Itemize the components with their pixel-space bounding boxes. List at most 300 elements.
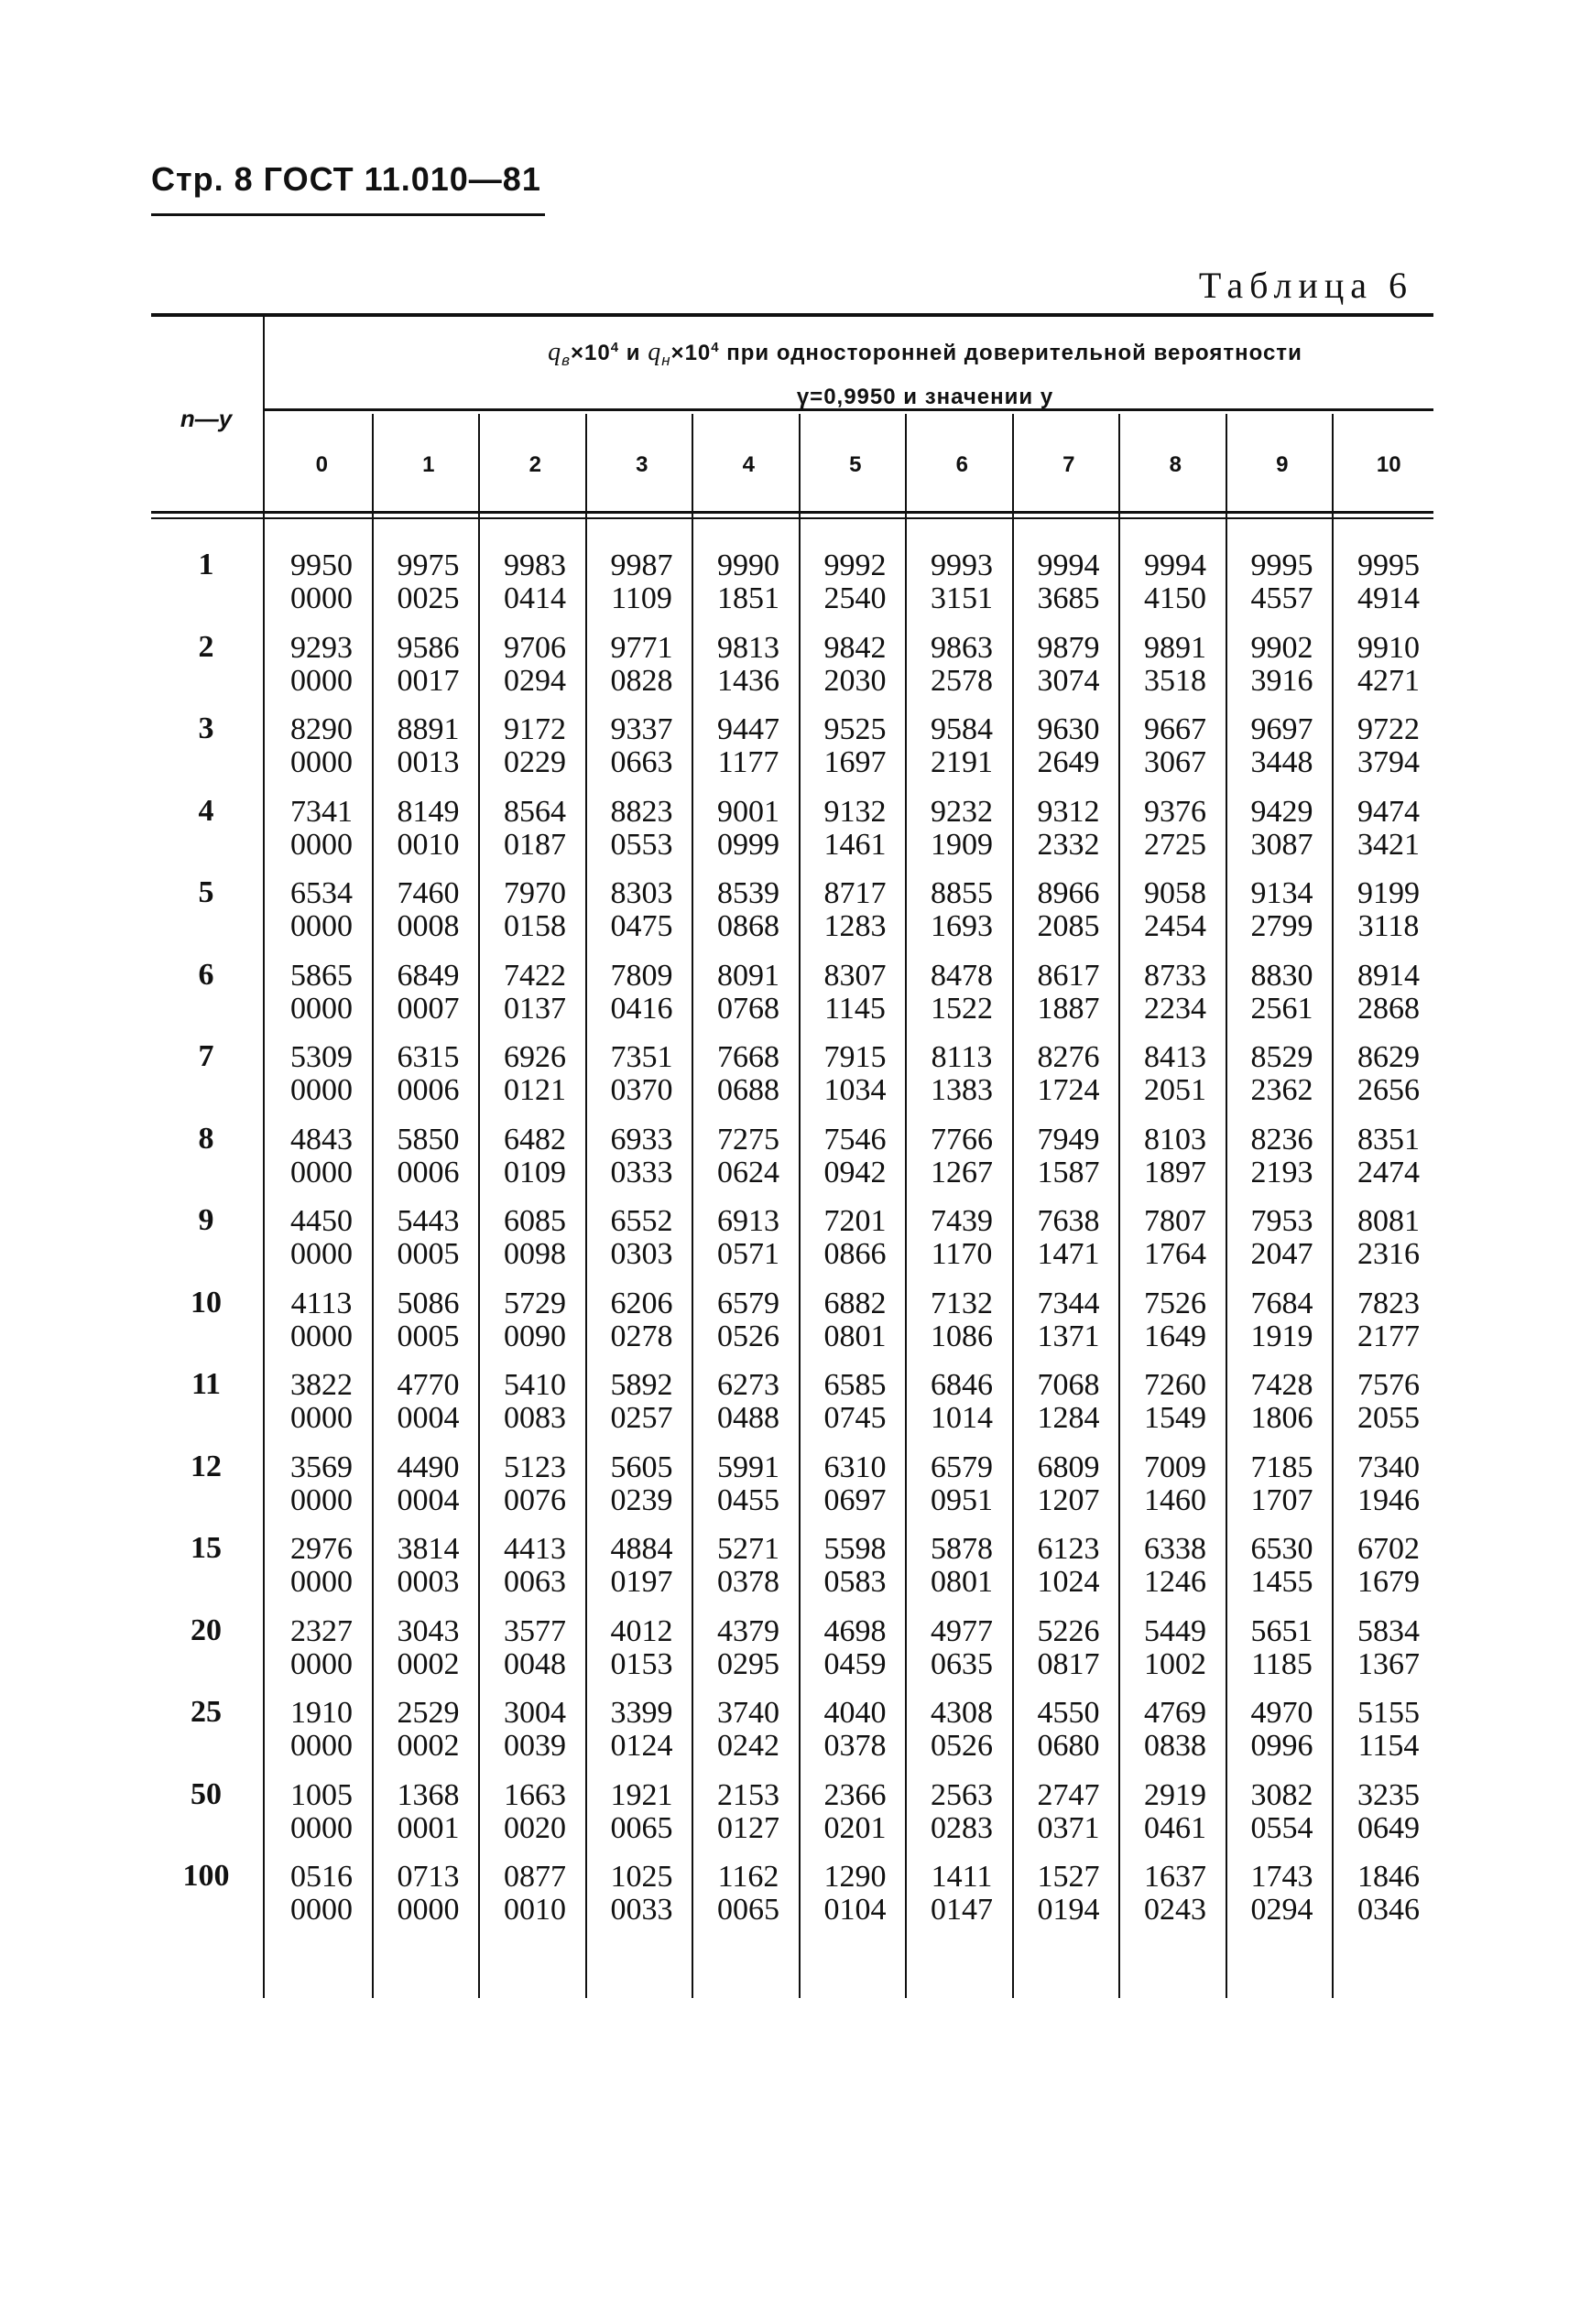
- table-cell: [802, 1861, 909, 1927]
- row-label: 100: [182, 1859, 230, 1893]
- column-header-4: 4: [742, 452, 755, 477]
- upper-value: 9842: [823, 630, 887, 665]
- upper-value: 7970: [504, 876, 566, 910]
- table-cell: [482, 1779, 588, 1845]
- lower-value: 0121: [504, 1073, 566, 1107]
- lower-value: 0866: [823, 1237, 887, 1271]
- upper-value: 1025: [610, 1860, 673, 1894]
- lower-value: 0008: [397, 909, 460, 943]
- lower-value: 0013: [397, 745, 460, 779]
- lower-value: 0000: [290, 1401, 353, 1435]
- lower-value: 0048: [504, 1646, 566, 1681]
- lower-value: 0098: [504, 1237, 566, 1271]
- table-cell: [1335, 1369, 1442, 1435]
- header-bottom-rule: [151, 511, 1433, 514]
- table-cell: [1229, 877, 1335, 943]
- upper-value: 6482: [504, 1122, 566, 1157]
- lower-value: 0768: [717, 991, 779, 1026]
- upper-value: 7009: [1144, 1450, 1206, 1484]
- table-cell: [589, 549, 695, 615]
- upper-value: 9667: [1144, 712, 1206, 746]
- lower-value: 1887: [1037, 991, 1100, 1026]
- lower-value: 0239: [610, 1482, 673, 1517]
- table-cell: [482, 1369, 588, 1435]
- lower-value: 2055: [1357, 1401, 1420, 1435]
- table-cell: [1335, 1615, 1442, 1681]
- upper-value: 8091: [717, 958, 779, 993]
- table-cell: [268, 1861, 375, 1927]
- lower-value: 2649: [1037, 745, 1100, 779]
- table-cell: [268, 1287, 375, 1353]
- upper-value: 9910: [1357, 630, 1420, 665]
- upper-value: 6809: [1037, 1450, 1100, 1484]
- table-cell: [909, 1615, 1015, 1681]
- lower-value: 0378: [823, 1729, 887, 1763]
- lower-value: 0554: [1250, 1810, 1313, 1845]
- table-cell: [376, 1861, 482, 1927]
- lower-value: 0583: [823, 1565, 887, 1599]
- lower-value: 3067: [1144, 745, 1206, 779]
- upper-value: 6273: [717, 1368, 779, 1402]
- table-cell: [1122, 1615, 1228, 1681]
- lower-value: 0571: [717, 1237, 779, 1271]
- table-cell: [1335, 713, 1442, 779]
- lower-value: 0996: [1250, 1729, 1313, 1763]
- upper-value: 9525: [823, 712, 887, 746]
- upper-value: 1910: [290, 1696, 353, 1730]
- table-cell: [1335, 632, 1442, 698]
- upper-value: 9983: [504, 548, 566, 582]
- table-cell: [695, 1041, 801, 1107]
- upper-value: 5729: [504, 1286, 566, 1320]
- lower-value: 0187: [504, 827, 566, 862]
- upper-value: 5449: [1144, 1613, 1206, 1648]
- upper-value: 5892: [610, 1368, 673, 1402]
- upper-value: 2919: [1144, 1777, 1206, 1812]
- upper-value: 8564: [504, 794, 566, 829]
- lower-value: 1851: [717, 581, 779, 615]
- lower-value: 0006: [397, 1073, 460, 1107]
- lower-value: 0635: [931, 1646, 993, 1681]
- lower-value: 2193: [1250, 1155, 1313, 1189]
- upper-value: 5226: [1037, 1613, 1100, 1648]
- table-cell: [1122, 1287, 1228, 1353]
- upper-value: 5309: [290, 1040, 353, 1074]
- row-label: 12: [191, 1449, 222, 1483]
- lower-value: 0526: [931, 1729, 993, 1763]
- table-cell: [695, 1205, 801, 1271]
- lower-value: 0005: [397, 1237, 460, 1271]
- upper-value: 7132: [931, 1286, 993, 1320]
- upper-value: 6085: [504, 1204, 566, 1238]
- upper-value: 1846: [1357, 1860, 1420, 1894]
- upper-value: 2327: [290, 1613, 353, 1648]
- table-cell: [695, 1287, 801, 1353]
- upper-value: 7275: [717, 1122, 779, 1157]
- column-header-9: 9: [1276, 452, 1289, 477]
- table-cell: [589, 1205, 695, 1271]
- column-header-7: 7: [1062, 452, 1075, 477]
- caption-line-2: γ=0,9950 и значении y: [796, 384, 1054, 409]
- upper-value: 4413: [504, 1532, 566, 1566]
- upper-value: 4698: [823, 1613, 887, 1648]
- lower-value: 1177: [717, 745, 779, 779]
- upper-value: 2563: [931, 1777, 993, 1812]
- lower-value: 0020: [504, 1810, 566, 1845]
- lower-value: 0951: [931, 1482, 993, 1517]
- upper-value: 8539: [717, 876, 779, 910]
- upper-value: 7915: [823, 1040, 887, 1074]
- lower-value: 0828: [610, 663, 673, 698]
- upper-value: 5834: [1357, 1613, 1420, 1648]
- table-cell: [376, 1533, 482, 1599]
- table-cell: [802, 796, 909, 862]
- table-cell: [1016, 1369, 1122, 1435]
- lower-value: 0295: [717, 1646, 779, 1681]
- table-cell: [589, 1533, 695, 1599]
- upper-value: 7526: [1144, 1286, 1206, 1320]
- lower-value: 1522: [931, 991, 993, 1026]
- upper-value: 9172: [504, 712, 566, 746]
- table-cell: [909, 1697, 1015, 1763]
- lower-value: 0294: [1250, 1893, 1313, 1927]
- lower-value: 0000: [290, 1810, 353, 1845]
- table-cell: [482, 1124, 588, 1189]
- lower-value: 0147: [931, 1893, 993, 1927]
- lower-value: 1455: [1250, 1565, 1313, 1599]
- upper-value: 9586: [397, 630, 460, 665]
- table-cell: [268, 713, 375, 779]
- lower-value: 2799: [1250, 909, 1313, 943]
- upper-value: 8478: [931, 958, 993, 993]
- upper-value: 9697: [1250, 712, 1313, 746]
- table-cell: [268, 1205, 375, 1271]
- table-cell: [268, 549, 375, 615]
- upper-value: 4379: [717, 1613, 779, 1648]
- table-cell: [802, 1287, 909, 1353]
- lower-value: 2474: [1357, 1155, 1420, 1189]
- lower-value: 2561: [1250, 991, 1313, 1026]
- lower-value: 2868: [1357, 991, 1420, 1026]
- lower-value: 2656: [1357, 1073, 1420, 1107]
- upper-value: 1743: [1250, 1860, 1313, 1894]
- table-cell: [909, 549, 1015, 615]
- lower-value: 1697: [823, 745, 887, 779]
- lower-value: 0197: [610, 1565, 673, 1599]
- upper-value: 3043: [397, 1613, 460, 1648]
- table-cell: [802, 1533, 909, 1599]
- lower-value: 0003: [397, 1565, 460, 1599]
- lower-value: 2177: [1357, 1319, 1420, 1353]
- table-cell: [695, 632, 801, 698]
- lower-value: 0001: [397, 1810, 460, 1845]
- upper-value: 6849: [397, 958, 460, 993]
- table-cell: [268, 1779, 375, 1845]
- lower-value: 0459: [823, 1646, 887, 1681]
- table-cell: [376, 632, 482, 698]
- lower-value: 0000: [290, 745, 353, 779]
- upper-value: 8236: [1250, 1122, 1313, 1157]
- upper-value: 6123: [1037, 1532, 1100, 1566]
- table-cell: [1229, 1861, 1335, 1927]
- stub-divider: [263, 315, 265, 1998]
- table-cell: [909, 1124, 1015, 1189]
- table-cell: [1335, 1205, 1442, 1271]
- table-cell: [909, 1533, 1015, 1599]
- lower-value: 3118: [1357, 909, 1420, 943]
- lower-value: 0000: [290, 1319, 353, 1353]
- table-cell: [1335, 1779, 1442, 1845]
- lower-value: 1383: [931, 1073, 993, 1107]
- lower-value: 0000: [290, 581, 353, 615]
- upper-value: 8149: [397, 794, 460, 829]
- lower-value: 3685: [1037, 581, 1100, 615]
- table-cell: [376, 960, 482, 1026]
- upper-value: 9950: [290, 548, 353, 582]
- table-cell: [802, 960, 909, 1026]
- lower-value: 0526: [717, 1319, 779, 1353]
- table-cell: [589, 713, 695, 779]
- table-cell: [802, 1451, 909, 1517]
- table-cell: [268, 632, 375, 698]
- upper-value: 9993: [931, 548, 993, 582]
- lower-value: 0801: [823, 1319, 887, 1353]
- upper-value: 9293: [290, 630, 353, 665]
- upper-value: 9994: [1037, 548, 1100, 582]
- table-cell: [1229, 1615, 1335, 1681]
- table-cell: [376, 1369, 482, 1435]
- row-label: 5: [198, 875, 214, 909]
- upper-value: 5155: [1357, 1696, 1420, 1730]
- lower-value: 1460: [1144, 1482, 1206, 1517]
- upper-value: 7546: [823, 1122, 887, 1157]
- upper-value: 6926: [504, 1040, 566, 1074]
- upper-value: 8855: [931, 876, 993, 910]
- upper-value: 5850: [397, 1122, 460, 1157]
- lower-value: 0000: [290, 1482, 353, 1517]
- upper-value: 5651: [1250, 1613, 1313, 1648]
- lower-value: 0461: [1144, 1810, 1206, 1845]
- row-label: 9: [198, 1203, 214, 1237]
- data-table: [151, 313, 1433, 1998]
- table-cell: [1016, 1287, 1122, 1353]
- table-cell: [1016, 1124, 1122, 1189]
- upper-value: 7766: [931, 1122, 993, 1157]
- header-bottom-rule-2: [151, 517, 1433, 519]
- row-label: 3: [198, 711, 214, 745]
- table-cell: [482, 796, 588, 862]
- lower-value: 0414: [504, 581, 566, 615]
- lower-value: 2047: [1250, 1237, 1313, 1271]
- table-cell: [802, 1369, 909, 1435]
- row-label: 6: [198, 957, 214, 992]
- table-cell: [1122, 713, 1228, 779]
- table-cell: [482, 1861, 588, 1927]
- lower-value: 0416: [610, 991, 673, 1026]
- upper-value: 9990: [717, 548, 779, 582]
- upper-value: 9992: [823, 548, 887, 582]
- table-cell: [589, 1124, 695, 1189]
- lower-value: 3087: [1250, 827, 1313, 862]
- table-cell: [482, 1041, 588, 1107]
- page-header: Стр. 8 ГОСТ 11.010—81: [151, 160, 541, 198]
- table-cell: [589, 1369, 695, 1435]
- table-cell: [1016, 632, 1122, 698]
- upper-value: 4308: [931, 1696, 993, 1730]
- upper-value: 9474: [1357, 794, 1420, 829]
- table-cell: [1122, 1041, 1228, 1107]
- upper-value: 5271: [717, 1532, 779, 1566]
- table-cell: [695, 713, 801, 779]
- table-cell: [695, 549, 801, 615]
- upper-value: 6933: [610, 1122, 673, 1157]
- table-cell: [589, 960, 695, 1026]
- table-cell: [1016, 960, 1122, 1026]
- row-label: 15: [191, 1531, 222, 1565]
- lower-value: 1086: [931, 1319, 993, 1353]
- lower-value: 1764: [1144, 1237, 1206, 1271]
- upper-value: 7460: [397, 876, 460, 910]
- table-cell: [1335, 1041, 1442, 1107]
- lower-value: 2454: [1144, 909, 1206, 943]
- upper-value: 9232: [931, 794, 993, 829]
- lower-value: 1284: [1037, 1401, 1100, 1435]
- lower-value: 2316: [1357, 1237, 1420, 1271]
- lower-value: 1919: [1250, 1319, 1313, 1353]
- upper-value: 6846: [931, 1368, 993, 1402]
- upper-value: 4843: [290, 1122, 353, 1157]
- upper-value: 9995: [1250, 548, 1313, 582]
- lower-value: 1471: [1037, 1237, 1100, 1271]
- lower-value: 3448: [1250, 745, 1313, 779]
- upper-value: 8823: [610, 794, 673, 829]
- table-top-rule: [151, 313, 1433, 317]
- lower-value: 1946: [1357, 1482, 1420, 1517]
- table-cell: [802, 1041, 909, 1107]
- table-cell: [268, 1369, 375, 1435]
- table-cell: [482, 1205, 588, 1271]
- table-cell: [268, 1124, 375, 1189]
- table-cell: [376, 1124, 482, 1189]
- row-label: 4: [198, 793, 214, 828]
- upper-value: 9975: [397, 548, 460, 582]
- lower-value: 1145: [824, 991, 886, 1026]
- upper-value: 2747: [1037, 1777, 1100, 1812]
- lower-value: 0942: [823, 1155, 887, 1189]
- upper-value: 9058: [1144, 876, 1206, 910]
- table-cell: [1016, 1533, 1122, 1599]
- lower-value: 0194: [1037, 1893, 1100, 1927]
- lower-value: 1371: [1037, 1319, 1100, 1353]
- upper-value: 8103: [1144, 1122, 1206, 1157]
- upper-value: 9134: [1250, 876, 1313, 910]
- lower-value: 0378: [717, 1565, 779, 1599]
- row-label: 10: [191, 1285, 222, 1319]
- upper-value: 7351: [610, 1040, 673, 1074]
- upper-value: 6552: [610, 1204, 673, 1238]
- lower-value: 1283: [823, 909, 887, 943]
- table-cell: [482, 1287, 588, 1353]
- table-cell: [482, 549, 588, 615]
- lower-value: 0000: [290, 1893, 353, 1927]
- table-cell: [482, 1533, 588, 1599]
- upper-value: 5991: [717, 1450, 779, 1484]
- table-cell: [482, 632, 588, 698]
- upper-value: 3740: [717, 1696, 779, 1730]
- table-cell: [1016, 1779, 1122, 1845]
- table-cell: [376, 1697, 482, 1763]
- upper-value: 5865: [290, 958, 353, 993]
- table-cell: [482, 877, 588, 943]
- row-label: 11: [191, 1367, 222, 1401]
- table-cell: [1335, 1451, 1442, 1517]
- table-cell: [1335, 1697, 1442, 1763]
- lower-value: 1649: [1144, 1319, 1206, 1353]
- upper-value: 7638: [1037, 1204, 1100, 1238]
- table-cell: [1122, 1451, 1228, 1517]
- row-label: 2: [198, 629, 214, 664]
- upper-value: 7807: [1144, 1204, 1206, 1238]
- table-cell: [1016, 796, 1122, 862]
- lower-value: 1207: [1037, 1482, 1100, 1517]
- table-cell: [1016, 1451, 1122, 1517]
- table-cell: [482, 713, 588, 779]
- upper-value: 8307: [823, 958, 887, 993]
- lower-value: 0553: [610, 827, 673, 862]
- table-cell: [909, 877, 1015, 943]
- table-cell: [589, 1041, 695, 1107]
- lower-value: 0801: [931, 1565, 993, 1599]
- upper-value: 4490: [397, 1450, 460, 1484]
- lower-value: 0346: [1357, 1893, 1420, 1927]
- upper-value: 9995: [1357, 548, 1420, 582]
- lower-value: 0303: [610, 1237, 673, 1271]
- table-cell: [1335, 877, 1442, 943]
- lower-value: 2332: [1037, 827, 1100, 862]
- table-cell: [695, 1861, 801, 1927]
- upper-value: 9001: [717, 794, 779, 829]
- upper-value: 7422: [504, 958, 566, 993]
- upper-value: 7576: [1357, 1368, 1420, 1402]
- table-cell: [1335, 960, 1442, 1026]
- table-cell: [1229, 1533, 1335, 1599]
- lower-value: 2030: [823, 663, 887, 698]
- table-cell: [1229, 1697, 1335, 1763]
- row-label: 1: [198, 548, 214, 581]
- table-cell: [589, 1697, 695, 1763]
- table-cell: [482, 1615, 588, 1681]
- column-header-10: 10: [1376, 452, 1401, 477]
- lower-value: 0680: [1037, 1729, 1100, 1763]
- upper-value: 7428: [1250, 1368, 1313, 1402]
- upper-value: 4770: [397, 1368, 460, 1402]
- table-cell: [1229, 549, 1335, 615]
- lower-value: 0005: [397, 1319, 460, 1353]
- upper-value: 7340: [1357, 1450, 1420, 1484]
- column-header-5: 5: [849, 452, 862, 477]
- table-cell: [1122, 1779, 1228, 1845]
- row-label: 25: [191, 1695, 222, 1729]
- upper-value: 0877: [504, 1860, 566, 1894]
- upper-value: 7344: [1037, 1286, 1100, 1320]
- upper-value: 2153: [717, 1777, 779, 1812]
- lower-value: 2085: [1037, 909, 1100, 943]
- column-header-3: 3: [636, 452, 648, 477]
- table-cell: [802, 1124, 909, 1189]
- lower-value: 0868: [717, 909, 779, 943]
- column-header-6: 6: [955, 452, 968, 477]
- lower-value: 1014: [931, 1401, 993, 1435]
